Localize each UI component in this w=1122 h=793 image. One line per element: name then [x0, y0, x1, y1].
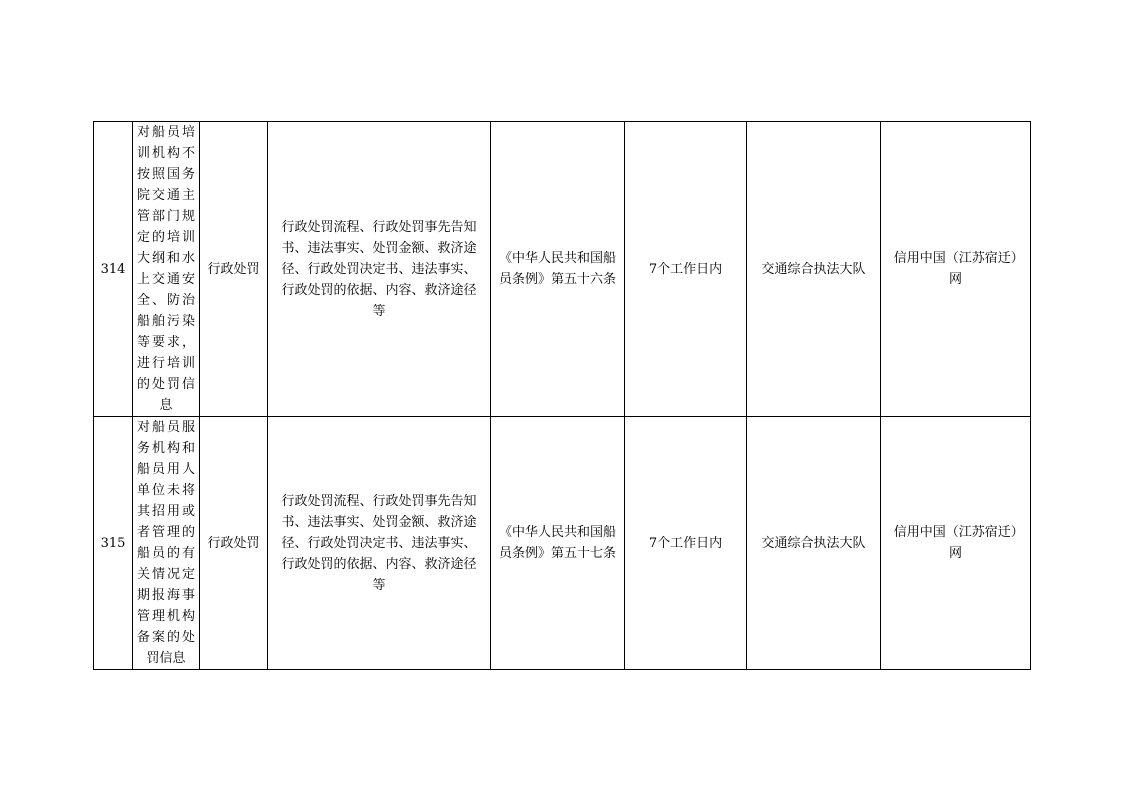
item-name: 对船员培训机构不按照国务院交通主管部门规定的培训大纲和水上交通安全、防治船舶污染等要求，进行培训的处罚信息 [133, 122, 200, 417]
item-name: 对船员服务机构和船员用人单位未将其招用或者管理的船员的有关情况定期报海事管理机构备案的处罚信息 [133, 417, 200, 670]
item-category: 行政处罚 [200, 122, 268, 417]
row-number: 314 [94, 122, 133, 417]
disclosure-content: 行政处罚流程、行政处罚事先告知书、违法事实、处罚金额、救济途径、行政处罚决定书、违法事实、行政处罚的依据、内容、救济途径等 [268, 122, 491, 417]
disclosure-channel: 信用中国（江苏宿迁）网 [881, 122, 1031, 417]
disclosure-table [93, 121, 1031, 670]
responsible-subject: 交通综合执法大队 [747, 417, 881, 670]
table-row [94, 417, 1031, 670]
disclosure-channel: 信用中国（江苏宿迁）网 [881, 417, 1031, 670]
time-limit: 7个工作日内 [625, 122, 747, 417]
item-category: 行政处罚 [200, 417, 268, 670]
row-number: 315 [94, 417, 133, 670]
disclosure-content: 行政处罚流程、行政处罚事先告知书、违法事实、处罚金额、救济途径、行政处罚决定书、违法事实、行政处罚的依据、内容、救济途径等 [268, 417, 491, 670]
responsible-subject: 交通综合执法大队 [747, 122, 881, 417]
legal-basis: 《中华人民共和国船员条例》第五十七条 [491, 417, 625, 670]
legal-basis: 《中华人民共和国船员条例》第五十六条 [491, 122, 625, 417]
table-row [94, 122, 1031, 417]
time-limit: 7个工作日内 [625, 417, 747, 670]
